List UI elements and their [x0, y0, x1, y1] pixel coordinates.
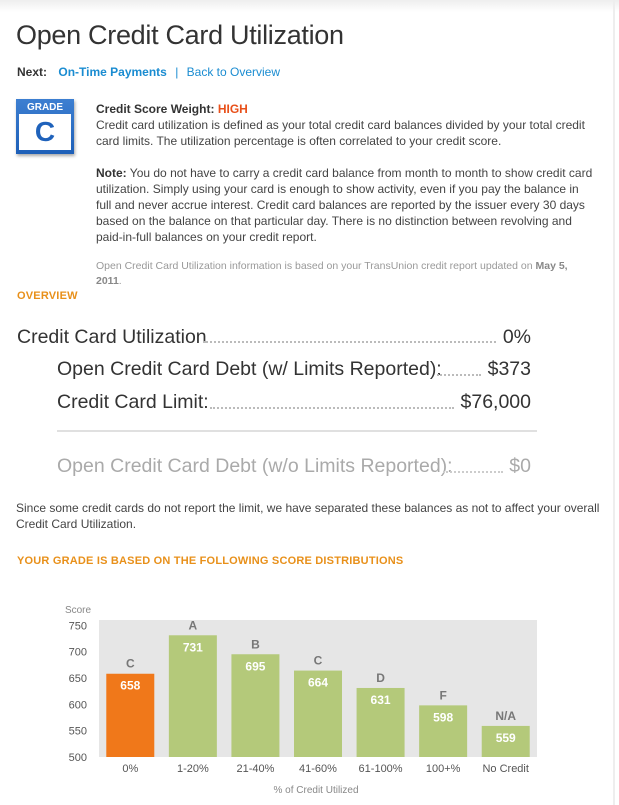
x-tick-label: 61-100%	[358, 763, 403, 775]
bar-value-label: 664	[307, 675, 329, 690]
weight-value: HIGH	[217, 102, 248, 116]
overview-divider	[57, 430, 537, 432]
nav-next-label: Next:	[17, 65, 48, 79]
credit-limit-dots	[210, 407, 454, 409]
updated-date: May 5, 2011	[96, 260, 568, 287]
credit-limit-value: $76,000	[460, 391, 531, 413]
back-to-overview-link[interactable]: Back to Overview	[186, 65, 281, 79]
bar-grade-label: A	[188, 618, 198, 633]
bar-grade-label: C	[313, 653, 323, 668]
updated-end: .	[118, 275, 122, 287]
bar-value-label: 695	[245, 659, 266, 674]
next-link-on-time-payments[interactable]: On-Time Payments	[58, 65, 167, 79]
weight-label: Credit Score Weight:	[96, 102, 215, 116]
definition-text: Credit card utilization is defined as your total credit card balances divided by your total credit card limits. The utilization percentage is often correlated to your credit score.	[96, 118, 585, 148]
debt-with-limits-label: Open Credit Card Debt (w/ Limits Reported):	[57, 358, 442, 380]
utilization-value: 0%	[502, 326, 531, 348]
bar-value-label: 631	[370, 692, 391, 707]
note-label: Note:	[96, 166, 127, 180]
limit-note: Since some credit cards do not report the limit, we have separated these balances as not to affect your overall Credit Card Utilization.	[16, 501, 600, 531]
y-tick-label: 550	[68, 725, 87, 738]
x-tick-label: 41-60%	[299, 763, 337, 775]
debt-without-limits-label: Open Credit Card Debt (w/o Limits Reported):	[57, 455, 453, 477]
nav-separator: |	[175, 65, 179, 79]
grade-badge	[16, 99, 74, 154]
x-tick-label: No Credit	[482, 763, 529, 775]
distribution-heading: YOUR GRADE IS BASED ON THE FOLLOWING SCORE DISTRIBUTIONS	[17, 555, 404, 567]
utilization-label: Credit Card Utilization	[17, 326, 207, 348]
updated-text: Open Credit Card Utilization information is based on your TransUnion credit report updated on	[96, 260, 533, 272]
x-tick-label: 100+%	[425, 763, 461, 775]
y-axis-label: Score	[64, 605, 92, 616]
bar-grade-label: C	[125, 656, 135, 671]
bar-grade-label: D	[376, 670, 385, 685]
y-tick-label: 650	[68, 672, 87, 685]
x-tick-label: 21-40%	[236, 763, 275, 775]
y-tick-label: 600	[68, 699, 87, 712]
bar-grade-label: F	[439, 688, 447, 703]
bar-value-label: 559	[495, 730, 516, 745]
grade-value-box	[19, 114, 71, 150]
page-title: Open Credit Card Utilization	[16, 20, 344, 50]
bar-grade-label: B	[251, 637, 260, 652]
debt-with-limits-value: $373	[487, 358, 531, 380]
bar-value-label: 731	[182, 640, 203, 655]
grade-label: GRADE	[26, 102, 64, 113]
note-text: You do not have to carry a credit card balance from month to month to show credit card utilization. Simply using your card is enough to show activity, even if you pay the balance in full and never accrue interest. Credit card balances are reported by the issuer every 30 days based on the balance on that particular day. There is no distinction between revolving and paid-in-full balances on your credit report.	[96, 166, 593, 244]
score-distribution-chart	[0, 585, 619, 805]
weight-paragraph	[96, 101, 596, 149]
chart-plot-area	[69, 618, 537, 775]
y-tick-label: 750	[68, 620, 87, 633]
bar-grade-label: N/A	[495, 708, 517, 723]
x-tick-label: 0%	[122, 763, 139, 775]
grade-value: C	[34, 116, 56, 147]
y-tick-label: 500	[68, 752, 87, 764]
description	[96, 101, 596, 289]
bar-value-label: 658	[120, 678, 141, 693]
top-border	[0, 0, 619, 12]
bar-value-label: 598	[433, 710, 454, 725]
note-paragraph	[96, 165, 596, 245]
y-tick-label: 700	[68, 646, 87, 659]
x-tick-label: 1-20%	[176, 763, 209, 775]
overview-heading: OVERVIEW	[17, 290, 78, 302]
breadcrumb-nav	[17, 65, 280, 79]
debt-without-limits-value: $0	[509, 455, 531, 477]
x-axis-label: % of Credit Utilized	[273, 785, 359, 796]
credit-limit-label: Credit Card Limit:	[57, 391, 209, 413]
report-updated-text	[96, 259, 596, 289]
